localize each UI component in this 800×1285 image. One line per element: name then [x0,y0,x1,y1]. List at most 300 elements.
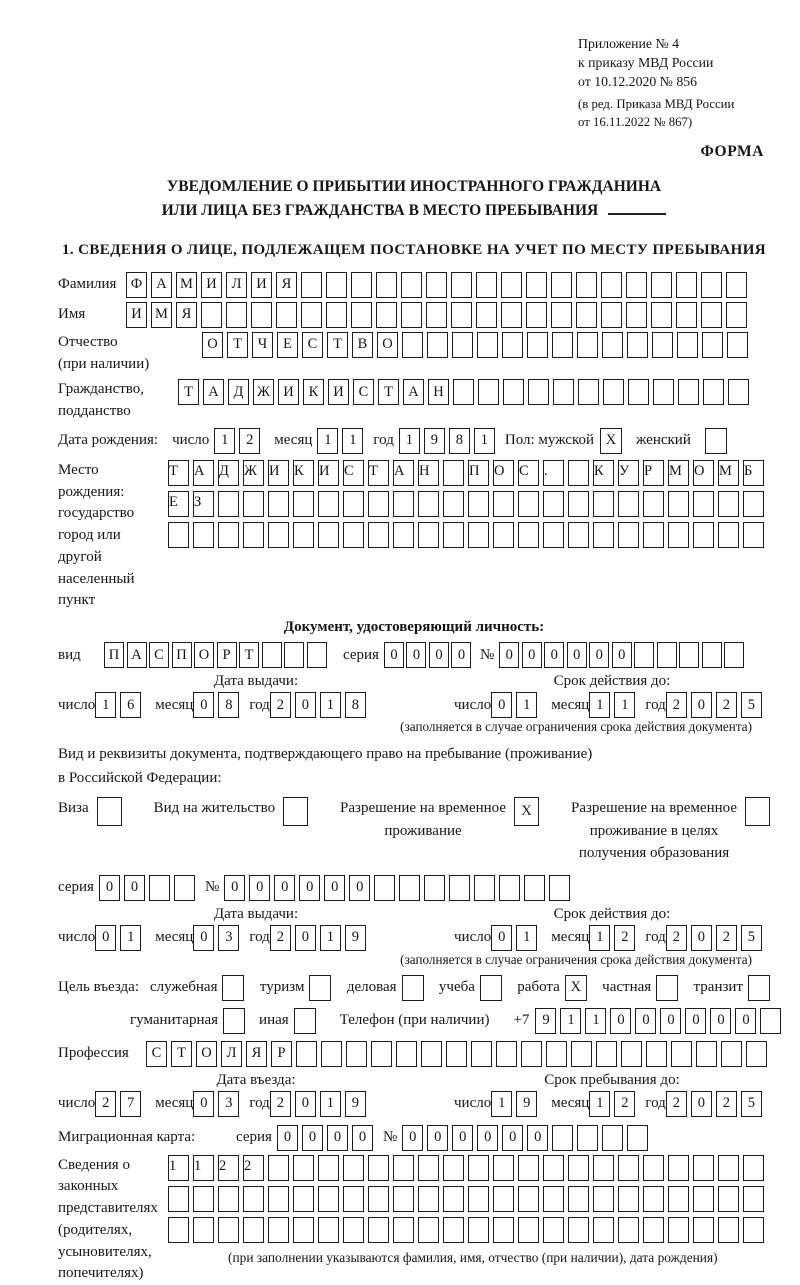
char-box-empty[interactable] [693,491,714,517]
char-box-empty[interactable] [343,1155,364,1181]
char-box-empty[interactable] [376,302,397,328]
char-box-filled[interactable]: 0 [427,1125,448,1151]
char-box-empty[interactable] [193,522,214,548]
char-box-filled[interactable]: 2 [666,692,687,718]
char-box-empty[interactable] [443,491,464,517]
char-box-empty[interactable] [671,1041,692,1067]
char-box-filled[interactable]: 0 [660,1008,681,1034]
char-box-empty[interactable] [668,522,689,548]
char-box-empty[interactable] [621,1041,642,1067]
char-box-empty[interactable] [543,1217,564,1243]
char-box-empty[interactable] [618,1155,639,1181]
char-box-filled[interactable]: 1 [589,925,610,951]
char-box-filled[interactable]: X [600,428,622,454]
char-box-empty[interactable] [251,302,272,328]
char-box-empty[interactable] [521,1041,542,1067]
char-box-empty[interactable] [503,379,524,405]
char-box-empty[interactable] [502,332,523,358]
char-box-filled[interactable]: А [193,460,214,486]
char-box-filled[interactable]: 0 [527,1125,548,1151]
char-box-empty[interactable] [596,1041,617,1067]
char-box-filled[interactable]: 3 [218,925,239,951]
char-box-filled[interactable]: С [353,379,374,405]
char-box-empty[interactable] [343,1186,364,1212]
char-box-empty[interactable] [226,302,247,328]
char-box-filled[interactable]: 0 [277,1125,298,1151]
char-box-filled[interactable]: О [693,460,714,486]
char-box-filled[interactable]: А [393,460,414,486]
char-box-empty[interactable] [218,522,239,548]
char-box-empty[interactable] [294,1008,316,1034]
char-box-filled[interactable]: О [377,332,398,358]
char-box-empty[interactable] [618,522,639,548]
char-box-empty[interactable] [293,522,314,548]
char-box-filled[interactable]: 1 [589,692,610,718]
char-box-filled[interactable]: А [127,642,147,668]
char-box-empty[interactable] [718,1155,739,1181]
char-box-empty[interactable] [276,302,297,328]
char-box-empty[interactable] [643,491,664,517]
char-box-empty[interactable] [477,332,498,358]
char-box-filled[interactable]: 0 [491,925,512,951]
char-box-empty[interactable] [718,1186,739,1212]
char-box-filled[interactable]: Я [176,302,197,328]
char-box-empty[interactable] [693,1217,714,1243]
char-box-empty[interactable] [218,1186,239,1212]
char-box-filled[interactable]: Т [178,379,199,405]
char-box-empty[interactable] [721,1041,742,1067]
char-box-empty[interactable] [748,975,770,1001]
char-box-empty[interactable] [568,1217,589,1243]
char-box-filled[interactable]: X [514,797,539,826]
char-box-empty[interactable] [168,1186,189,1212]
char-box-filled[interactable]: 5 [741,1091,762,1117]
char-box-filled[interactable]: 0 [710,1008,731,1034]
char-box-empty[interactable] [471,1041,492,1067]
char-box-empty[interactable] [201,302,222,328]
char-box-empty[interactable] [552,1125,573,1151]
char-box-empty[interactable] [518,1186,539,1212]
char-box-empty[interactable] [701,302,722,328]
char-box-empty[interactable] [474,875,495,901]
char-box-filled[interactable]: У [618,460,639,486]
char-box-filled[interactable]: 8 [345,692,366,718]
char-box-empty[interactable] [693,1186,714,1212]
char-box-filled[interactable]: 8 [449,428,470,454]
char-box-empty[interactable] [480,975,502,1001]
char-box-empty[interactable] [268,491,289,517]
char-box-empty[interactable] [493,1217,514,1243]
char-box-empty[interactable] [402,975,424,1001]
char-box-empty[interactable] [568,460,589,486]
char-box-empty[interactable] [551,272,572,298]
char-box-empty[interactable] [568,1155,589,1181]
char-box-empty[interactable] [746,1041,767,1067]
char-box-filled[interactable]: Т [171,1041,192,1067]
char-box-filled[interactable]: 2 [666,925,687,951]
char-box-empty[interactable] [718,522,739,548]
char-box-empty[interactable] [703,379,724,405]
char-box-filled[interactable]: 0 [299,875,320,901]
char-box-empty[interactable] [553,379,574,405]
char-box-empty[interactable] [443,1217,464,1243]
char-box-empty[interactable] [526,272,547,298]
char-box-empty[interactable] [368,1155,389,1181]
char-box-empty[interactable] [618,1186,639,1212]
char-box-empty[interactable] [693,522,714,548]
char-box-empty[interactable] [468,1217,489,1243]
char-box-filled[interactable]: И [328,379,349,405]
char-box-filled[interactable]: И [318,460,339,486]
char-box-filled[interactable]: 5 [741,925,762,951]
char-box-empty[interactable] [627,1125,648,1151]
char-box-empty[interactable] [701,272,722,298]
char-box-empty[interactable] [760,1008,781,1034]
char-box-empty[interactable] [309,975,331,1001]
char-box-empty[interactable] [727,332,748,358]
char-box-filled[interactable]: Ч [252,332,273,358]
char-box-empty[interactable] [443,1186,464,1212]
char-box-empty[interactable] [493,522,514,548]
char-box-empty[interactable] [449,875,470,901]
char-box-empty[interactable] [426,302,447,328]
char-box-empty[interactable] [546,1041,567,1067]
char-box-filled[interactable]: А [203,379,224,405]
char-box-empty[interactable] [576,272,597,298]
char-box-empty[interactable] [718,491,739,517]
char-box-filled[interactable]: П [468,460,489,486]
char-box-empty[interactable] [543,522,564,548]
char-box-empty[interactable] [243,522,264,548]
char-box-filled[interactable]: М [176,272,197,298]
char-box-filled[interactable]: 3 [218,1091,239,1117]
char-box-filled[interactable]: П [104,642,124,668]
char-box-filled[interactable]: 0 [193,925,214,951]
char-box-filled[interactable]: 9 [516,1091,537,1117]
char-box-filled[interactable]: Ж [243,460,264,486]
char-box-empty[interactable] [343,522,364,548]
char-box-empty[interactable] [401,302,422,328]
char-box-empty[interactable] [418,1155,439,1181]
char-box-empty[interactable] [593,1155,614,1181]
char-box-filled[interactable]: Н [428,379,449,405]
char-box-empty[interactable] [351,302,372,328]
char-box-empty[interactable] [493,491,514,517]
char-box-empty[interactable] [193,1217,214,1243]
char-box-empty[interactable] [726,272,747,298]
char-box-filled[interactable]: 6 [120,692,141,718]
char-box-filled[interactable]: 2 [716,1091,737,1117]
char-box-empty[interactable] [374,875,395,901]
char-box-empty[interactable] [293,1155,314,1181]
char-box-empty[interactable] [393,522,414,548]
char-box-empty[interactable] [634,642,654,668]
char-box-filled[interactable]: 1 [168,1155,189,1181]
char-box-empty[interactable] [424,875,445,901]
char-box-filled[interactable]: 1 [320,692,341,718]
char-box-empty[interactable] [501,272,522,298]
char-box-filled[interactable]: 0 [384,642,404,668]
char-box-empty[interactable] [626,302,647,328]
char-box-filled[interactable]: 1 [516,925,537,951]
char-box-empty[interactable] [657,642,677,668]
char-box-filled[interactable]: 1 [589,1091,610,1117]
char-box-filled[interactable]: Т [378,379,399,405]
char-box-empty[interactable] [643,1186,664,1212]
char-box-filled[interactable]: 0 [274,875,295,901]
char-box-filled[interactable]: 1 [320,1091,341,1117]
char-box-filled[interactable]: 0 [95,925,116,951]
char-box-empty[interactable] [193,1186,214,1212]
char-box-filled[interactable]: А [403,379,424,405]
char-box-filled[interactable]: 0 [477,1125,498,1151]
char-box-filled[interactable]: 2 [243,1155,264,1181]
char-box-empty[interactable] [168,522,189,548]
char-box-filled[interactable]: 2 [270,1091,291,1117]
char-box-filled[interactable]: 0 [522,642,542,668]
char-box-empty[interactable] [174,875,195,901]
char-box-filled[interactable]: 1 [614,692,635,718]
char-box-filled[interactable]: Я [276,272,297,298]
char-box-filled[interactable]: 0 [193,692,214,718]
char-box-filled[interactable]: Д [228,379,249,405]
char-box-empty[interactable] [418,1186,439,1212]
char-box-empty[interactable] [643,1217,664,1243]
char-box-empty[interactable] [453,379,474,405]
char-box-filled[interactable]: М [668,460,689,486]
char-box-filled[interactable]: И [251,272,272,298]
char-box-filled[interactable]: 2 [95,1091,116,1117]
char-box-filled[interactable]: К [293,460,314,486]
char-box-empty[interactable] [476,272,497,298]
char-box-empty[interactable] [283,797,308,826]
char-box-filled[interactable]: 1 [516,692,537,718]
char-box-empty[interactable] [393,1217,414,1243]
char-box-empty[interactable] [745,797,770,826]
char-box-filled[interactable]: 2 [239,428,260,454]
char-box-filled[interactable]: П [172,642,192,668]
char-box-empty[interactable] [346,1041,367,1067]
char-box-filled[interactable]: 1 [214,428,235,454]
char-box-filled[interactable]: 2 [614,925,635,951]
char-box-filled[interactable]: М [151,302,172,328]
char-box-empty[interactable] [468,522,489,548]
char-box-filled[interactable]: А [151,272,172,298]
char-box-empty[interactable] [578,379,599,405]
char-box-filled[interactable]: 0 [295,692,316,718]
char-box-filled[interactable]: 0 [735,1008,756,1034]
char-box-empty[interactable] [452,332,473,358]
char-box-filled[interactable]: Я [246,1041,267,1067]
char-box-filled[interactable]: М [718,460,739,486]
char-box-filled[interactable]: Р [271,1041,292,1067]
char-box-empty[interactable] [528,379,549,405]
char-box-empty[interactable] [402,332,423,358]
char-box-empty[interactable] [518,1155,539,1181]
char-box-empty[interactable] [443,522,464,548]
char-box-filled[interactable]: 8 [218,692,239,718]
char-box-filled[interactable]: 9 [535,1008,556,1034]
char-box-empty[interactable] [743,491,764,517]
char-box-empty[interactable] [743,1155,764,1181]
char-box-filled[interactable]: О [196,1041,217,1067]
char-box-filled[interactable]: Д [218,460,239,486]
char-box-empty[interactable] [602,1125,623,1151]
char-box-filled[interactable]: Т [227,332,248,358]
char-box-filled[interactable]: 1 [193,1155,214,1181]
char-box-filled[interactable]: 0 [589,642,609,668]
char-box-filled[interactable]: 0 [429,642,449,668]
char-box-empty[interactable] [524,875,545,901]
char-box-filled[interactable]: 7 [120,1091,141,1117]
char-box-filled[interactable]: О [493,460,514,486]
char-box-filled[interactable]: 0 [451,642,471,668]
char-box-empty[interactable] [652,332,673,358]
char-box-empty[interactable] [668,491,689,517]
char-box-filled[interactable]: 0 [295,1091,316,1117]
char-box-filled[interactable]: 2 [716,925,737,951]
char-box-empty[interactable] [318,1186,339,1212]
char-box-filled[interactable]: 0 [691,925,712,951]
char-box-empty[interactable] [243,491,264,517]
char-box-filled[interactable]: 0 [691,692,712,718]
char-box-empty[interactable] [726,302,747,328]
char-box-empty[interactable] [368,491,389,517]
char-box-filled[interactable]: О [194,642,214,668]
char-box-empty[interactable] [399,875,420,901]
char-box-filled[interactable]: С [302,332,323,358]
char-box-empty[interactable] [593,522,614,548]
char-box-empty[interactable] [268,1217,289,1243]
char-box-empty[interactable] [401,272,422,298]
char-box-filled[interactable]: 2 [716,692,737,718]
char-box-empty[interactable] [351,272,372,298]
char-box-empty[interactable] [293,491,314,517]
char-box-filled[interactable]: 0 [406,642,426,668]
char-box-empty[interactable] [651,272,672,298]
char-box-empty[interactable] [618,1217,639,1243]
char-box-empty[interactable] [268,1155,289,1181]
char-box-filled[interactable]: . [543,460,564,486]
char-box-empty[interactable] [326,272,347,298]
char-box-empty[interactable] [468,491,489,517]
char-box-filled[interactable]: 1 [317,428,338,454]
char-box-filled[interactable]: 2 [218,1155,239,1181]
char-box-empty[interactable] [301,302,322,328]
char-box-empty[interactable] [543,491,564,517]
char-box-empty[interactable] [443,1155,464,1181]
char-box-filled[interactable]: 5 [741,692,762,718]
char-box-filled[interactable]: К [303,379,324,405]
char-box-empty[interactable] [693,1155,714,1181]
char-box-empty[interactable] [393,1186,414,1212]
char-box-filled[interactable]: 0 [295,925,316,951]
char-box-filled[interactable]: Н [418,460,439,486]
char-box-empty[interactable] [549,875,570,901]
char-box-empty[interactable] [451,302,472,328]
char-box-empty[interactable] [396,1041,417,1067]
char-box-empty[interactable] [368,1217,389,1243]
char-box-empty[interactable] [446,1041,467,1067]
char-box-empty[interactable] [268,1186,289,1212]
char-box-empty[interactable] [601,302,622,328]
char-box-empty[interactable] [668,1186,689,1212]
char-box-empty[interactable] [318,522,339,548]
char-box-empty[interactable] [651,302,672,328]
char-box-filled[interactable]: 0 [502,1125,523,1151]
char-box-empty[interactable] [343,1217,364,1243]
char-box-filled[interactable]: И [268,460,289,486]
char-box-empty[interactable] [603,379,624,405]
char-box-empty[interactable] [543,1186,564,1212]
char-box-filled[interactable]: 2 [270,925,291,951]
char-box-empty[interactable] [493,1155,514,1181]
char-box-filled[interactable]: Е [277,332,298,358]
char-box-empty[interactable] [426,272,447,298]
char-box-empty[interactable] [743,1217,764,1243]
char-box-empty[interactable] [643,522,664,548]
char-box-empty[interactable] [576,302,597,328]
char-box-empty[interactable] [518,491,539,517]
char-box-filled[interactable]: С [146,1041,167,1067]
char-box-filled[interactable]: 0 [635,1008,656,1034]
char-box-empty[interactable] [676,302,697,328]
char-box-empty[interactable] [702,332,723,358]
char-box-empty[interactable] [627,332,648,358]
char-box-empty[interactable] [626,272,647,298]
char-box-empty[interactable] [149,875,170,901]
char-box-empty[interactable] [393,1155,414,1181]
char-box-empty[interactable] [318,1217,339,1243]
char-box-filled[interactable]: С [343,460,364,486]
char-box-filled[interactable]: 0 [685,1008,706,1034]
char-box-empty[interactable] [527,332,548,358]
char-box-empty[interactable] [601,272,622,298]
char-box-empty[interactable] [97,797,122,826]
char-box-empty[interactable] [371,1041,392,1067]
char-box-filled[interactable]: 0 [452,1125,473,1151]
char-box-filled[interactable]: К [593,460,614,486]
char-box-filled[interactable]: Е [168,491,189,517]
char-box-empty[interactable] [368,1186,389,1212]
char-box-empty[interactable] [552,332,573,358]
char-box-empty[interactable] [724,642,744,668]
char-box-filled[interactable]: Л [226,272,247,298]
char-box-filled[interactable]: О [202,332,223,358]
char-box-filled[interactable]: 0 [193,1091,214,1117]
char-box-filled[interactable]: 0 [567,642,587,668]
char-box-empty[interactable] [593,1217,614,1243]
char-box-empty[interactable] [307,642,327,668]
char-box-empty[interactable] [476,302,497,328]
char-box-empty[interactable] [262,642,282,668]
char-box-filled[interactable]: В [352,332,373,358]
char-box-empty[interactable] [368,522,389,548]
char-box-empty[interactable] [284,642,304,668]
char-box-filled[interactable]: 1 [399,428,420,454]
char-box-empty[interactable] [568,522,589,548]
char-box-empty[interactable] [443,460,464,486]
char-box-empty[interactable] [223,1008,245,1034]
char-box-empty[interactable] [743,1186,764,1212]
char-box-filled[interactable]: Р [643,460,664,486]
char-box-empty[interactable] [743,522,764,548]
char-box-empty[interactable] [718,1217,739,1243]
char-box-empty[interactable] [696,1041,717,1067]
char-box-empty[interactable] [568,1186,589,1212]
char-box-filled[interactable]: И [201,272,222,298]
char-box-empty[interactable] [418,491,439,517]
